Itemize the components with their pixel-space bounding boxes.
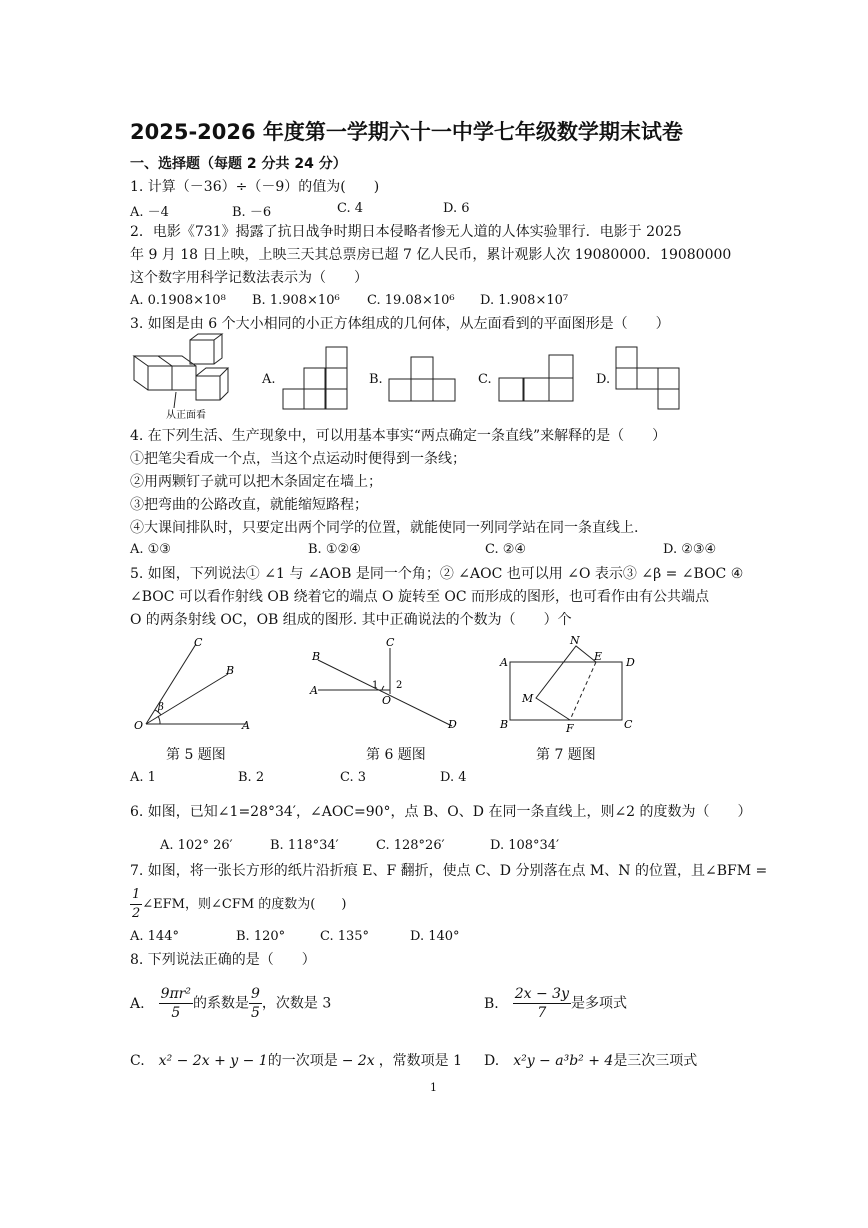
q5-option-d: D. 4 [440, 770, 467, 785]
q7-line1: 7. 如图，将一张长方形的纸片沿折痕 E、F 翻折，使点 C、D 分别落在点 M、N 的位置，且∠BFM = [130, 863, 768, 879]
q4-option-d: D. ②③④ [663, 542, 717, 557]
q5-line1: 5. 如图，下列说法① ∠1 与 ∠AOB 是同一个角；② ∠AOC 也可以用 ∠O 表示③ ∠β = ∠BOC ④ [130, 566, 744, 582]
q7-option-d: D. 140° [410, 929, 460, 944]
q1-option-c: C. 4 [337, 201, 364, 216]
fig7-label-n: N [570, 634, 580, 647]
q8-option-b: B. $\frac{2x - 3y}{7}$ 是多项式 [484, 986, 627, 1021]
q3-label-c: C. [478, 372, 492, 387]
section-heading: 一、选择题（每题 2 分共 24 分） [130, 156, 347, 172]
q5-option-c: C. 3 [340, 770, 367, 785]
q1-option-b: B. －6 [232, 205, 272, 220]
q7-line2-wrap: $\frac{1}{2}$ ∠EFM，则∠CFM 的度数为( ) [132, 887, 347, 921]
q3-text: 3. 如图是由 6 个大小相同的小正方体组成的几何体，从左面看到的平面图形是（ ） [130, 316, 670, 332]
q4-text: 4. 在下列生活、生产现象中，可以用基本事实“两点确定一条直线”来解释的是（ ） [130, 428, 667, 444]
q4-option-b: B. ①②④ [308, 542, 361, 557]
q3-option-a-figure [282, 346, 348, 410]
fig6-label-a: A [310, 684, 318, 697]
q8-option-a: A. $\frac{\text{9πr²}}{5}$ 的系数是 $\frac{9}{5}$ ，次数是 3 [130, 986, 332, 1021]
q5-option-a: A. 1 [130, 770, 156, 785]
q3-label-d: D. [596, 372, 611, 387]
fig6-label-2: 2 [396, 680, 403, 691]
q6-option-d: D. 108°34′ [490, 838, 560, 853]
q4-item-1: ①把笔尖看成一个点，当这个点运动时便得到一条线； [130, 451, 466, 467]
q2-line3: 这个数字用科学记数法表示为（ ） [130, 270, 368, 286]
q6-option-c: C. 128°26′ [376, 838, 445, 853]
q4-option-a: A. ①③ [130, 542, 171, 557]
fig7-label-a: A [500, 656, 508, 669]
q4-item-4: ④大课间排队时，只要定出两个同学的位置，就能使同一列同学站在同一条直线上. [130, 520, 639, 536]
fig7-label-e: E [594, 650, 603, 663]
q6-option-b: B. 118°34′ [270, 838, 339, 853]
fig7-label-b: B [500, 718, 509, 731]
q7-option-b: B. 120° [236, 929, 286, 944]
q6-option-a: A. 102° 26′ [160, 838, 233, 853]
q4-item-2: ②用两颗钉子就可以把木条固定在墙上； [130, 474, 382, 490]
q3-label-a: A. [262, 372, 276, 387]
q2-option-d: D. 1.908×10⁷ [480, 293, 569, 308]
q2-option-a: A. 0.1908×10⁸ [130, 293, 226, 308]
q6-text: 6. 如图，已知∠1=28°34′，∠AOC=90°，点 B、O、D 在同一条直线上，则∠2 的度数为（ ） [130, 804, 752, 820]
fig7-caption: 第 7 题图 [536, 747, 596, 763]
fig7-label-m: M [522, 692, 534, 705]
q8-text: 8. 下列说法正确的是（ ） [130, 952, 316, 968]
q3-option-d-figure [615, 346, 681, 410]
q3-solid-figure [128, 332, 240, 422]
fig7-label-d: D [626, 656, 635, 669]
q5-line3: O 的两条射线 OC，OB 组成的图形. 其中正确说法的个数为（ ）个 [130, 612, 572, 628]
fig6-angle-diagram [304, 632, 464, 740]
q2-option-b: B. 1.908×10⁶ [252, 293, 340, 308]
fig7-label-c: C [624, 718, 633, 731]
fig7-label-f: F [566, 722, 574, 735]
q2-line1: 2．电影《731》揭露了抗日战争时期日本侵略者惨无人道的人体实验罪行．电影于 2025 [130, 224, 682, 240]
page-title: 2025-2026 年度第一学期六十一中学七年级数学期末试卷 [130, 120, 683, 144]
q7-option-c: C. 135° [320, 929, 370, 944]
fig6-label-o: O [382, 694, 392, 707]
page-number: 1 [430, 1081, 437, 1094]
q1-option-d: D. 6 [443, 201, 470, 216]
fig5-angle-diagram [128, 632, 258, 740]
q3-caption: 从正面看 [166, 410, 206, 421]
q1-text: 1. 计算（－36）÷（－9）的值为( ) [130, 179, 380, 195]
q4-option-c: C. ②④ [485, 542, 527, 557]
fig6-label-1: 1 [372, 680, 379, 691]
q1-option-a: A. －4 [130, 205, 169, 220]
q8-option-d: D. x²y − a³b² + 4是三次三项式 [484, 1053, 698, 1069]
q5-option-b: B. 2 [238, 770, 265, 785]
q5-line2: ∠BOC 可以看作射线 OB 绕着它的端点 O 旋转至 OC 而形成的图形，也可看作由有公共端点 [130, 589, 710, 605]
q3-option-c-figure [498, 354, 574, 402]
q7-option-a: A. 144° [130, 929, 179, 944]
fig7-fold-diagram [496, 632, 642, 740]
fig5-label-o: O [134, 719, 144, 732]
q2-option-c: C. 19.08×10⁶ [367, 293, 455, 308]
fig6-caption: 第 6 题图 [366, 747, 426, 763]
fig5-caption: 第 5 题图 [166, 747, 226, 763]
q3-option-b-figure [388, 356, 456, 402]
fig5-label-c: C [194, 636, 203, 649]
fig5-label-beta: β [158, 702, 164, 713]
q2-line2: 年 9 月 18 日上映，上映三天其总票房已超 7 亿人民币，累计观影人次 19080000．19080000 [130, 247, 732, 263]
q7-fraction: $\frac{1}{2}$ [132, 887, 141, 921]
q4-item-3: ③把弯曲的公路改直，就能缩短路程； [130, 497, 368, 513]
fig6-label-d: D [448, 718, 457, 731]
fig5-label-b: B [226, 664, 235, 677]
q3-label-b: B. [369, 372, 383, 387]
fig6-label-b: B [312, 650, 321, 663]
fig6-label-c: C [386, 636, 395, 649]
fig5-label-a: A [242, 719, 250, 732]
q8-option-c: C. x² − 2x + y − 1的一次项是 − 2x ，常数项是 1 [130, 1053, 463, 1069]
